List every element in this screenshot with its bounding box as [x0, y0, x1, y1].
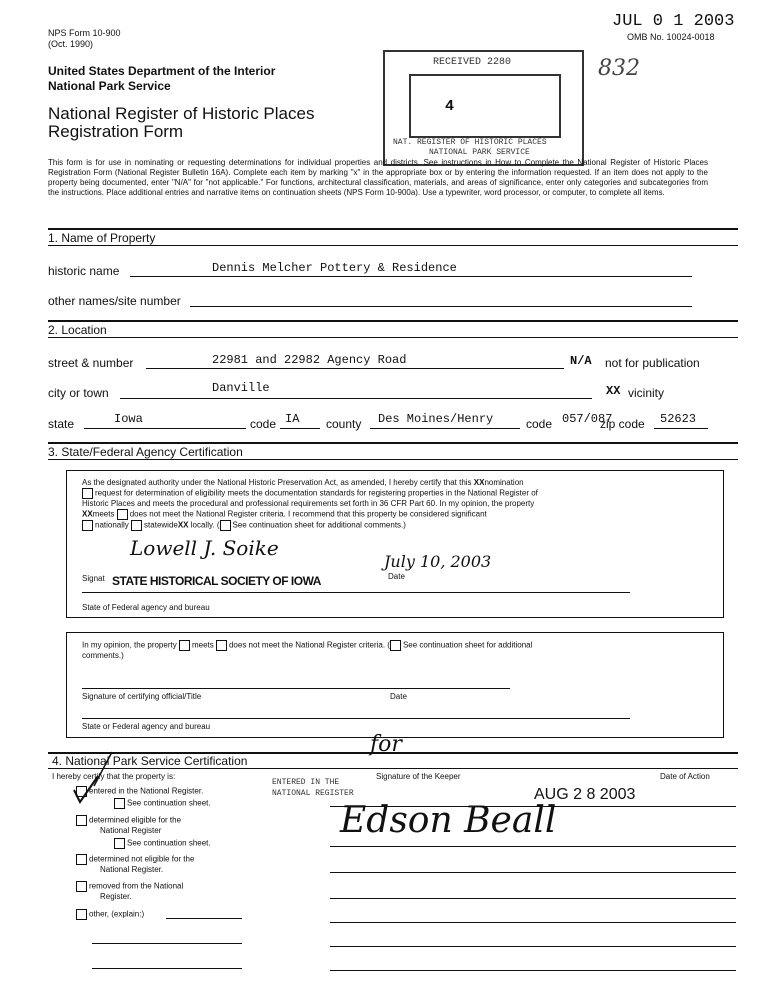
vicinity-label: vicinity — [628, 386, 665, 400]
entered-label: entered in the National Register. — [89, 786, 204, 796]
date-of-action-label: Date of Action — [660, 772, 710, 781]
vicinity-checkbox[interactable]: XX — [606, 384, 621, 398]
section3-heading-rule — [48, 459, 738, 460]
date-label: Date — [388, 572, 405, 581]
nomination-checkbox[interactable]: XX — [473, 478, 485, 487]
other-explain-line-3[interactable] — [92, 968, 242, 969]
street-label: street & number — [48, 356, 134, 370]
opinion-signature-line — [82, 688, 510, 689]
meets-checkbox[interactable]: XX — [82, 509, 93, 519]
opinion-text — [82, 640, 712, 661]
certifying-official-label: Signature of certifying official/Title — [82, 692, 202, 701]
cert-line4b: does not meet the National Register criteria. I recommend that this property be considered significant — [129, 509, 487, 519]
historic-name-line — [130, 276, 692, 277]
state-label: state — [48, 417, 75, 431]
option-other — [76, 909, 144, 920]
keeper-line-6 — [330, 946, 736, 947]
check-mark-icon — [72, 780, 102, 860]
received-date-stamp: JUL 0 1 2003 — [612, 12, 735, 31]
eligible-cont-label: See continuation sheet. — [127, 838, 211, 848]
keeper-signature-label: Signature of the Keeper — [376, 772, 461, 781]
cert-nationally: nationally — [95, 520, 129, 530]
zip-line — [654, 428, 708, 429]
section1-heading: 1. Name of Property — [48, 231, 156, 245]
state-code-line — [280, 428, 320, 429]
opinion-not-meet-checkbox[interactable] — [216, 640, 227, 651]
does-not-meet-checkbox[interactable] — [117, 509, 128, 520]
instructions-text: This form is for use in nominating or requesting determinations for individual properties and districts. See instructions in How to Complete the National Register of Historic Places Registration Form (National Register Bulletin 16A). Complete each item by marking "x" in the appropriate box or by entering the information requested. If an item does not apply to the property being documented, enter "N/A" for "not applicable." For functions, architectural classification, materials, and areas of significance, enter only categories and subcategories from the instructions. Place additional entries and narrative items on continuation sheets (NPS Form 10-900a). Use a typewriter, word processor, or computer, to complete all items. — [48, 158, 708, 197]
opinion-meets-checkbox[interactable] — [179, 640, 190, 651]
section2-heading-rule — [48, 337, 738, 338]
cert-line3: Historic Places and meets the procedural and professional requirements set forth in 36 CFR Part 60. In my opinion, the property — [82, 499, 535, 508]
removed-label-2: Register. — [100, 892, 132, 901]
eligible-label: determined eligible for the — [89, 815, 182, 825]
cont-sheet-checkbox[interactable] — [220, 520, 231, 531]
street-value[interactable]: 22981 and 22982 Agency Road — [212, 353, 407, 367]
eligible-cont-checkbox[interactable] — [114, 838, 125, 849]
opinion-bureau-line — [82, 718, 630, 719]
signature-line — [82, 592, 630, 593]
signature-label: Signat — [82, 574, 105, 583]
city-value[interactable]: Danville — [212, 381, 270, 395]
stamp-org-line1: NAT. REGISTER OF HISTORIC PLACES — [393, 138, 547, 147]
entered-cont-label: See continuation sheet. — [127, 798, 211, 808]
not-eligible-label-2: National Register. — [100, 865, 164, 874]
section2-heading: 2. Location — [48, 323, 107, 337]
certification-date-value: July 10, 2003 — [384, 552, 492, 571]
historic-name-label: historic name — [48, 264, 120, 278]
stamp-inner-box — [409, 74, 561, 138]
other-names-line[interactable] — [190, 306, 692, 307]
opinion-bureau-label: State or Federal agency and bureau — [82, 722, 211, 731]
section2-top-rule — [48, 320, 738, 322]
county-value[interactable]: Des Moines/Henry — [378, 412, 494, 426]
other-names-label: other names/site number — [48, 294, 181, 308]
keeper-line-7 — [330, 970, 736, 971]
other-checkbox[interactable] — [76, 909, 87, 920]
keeper-line-4 — [330, 898, 736, 899]
county-code-value[interactable]: 057/087 — [562, 412, 613, 426]
opinion-cont-checkbox[interactable] — [390, 640, 401, 651]
zip-label: zip code — [600, 417, 645, 431]
eligible-label-2: National Register — [100, 826, 162, 835]
stamp-org-line2: NATIONAL PARK SERVICE — [429, 148, 530, 157]
cert-line2: request for determination of eligibility meets the documentation standards for registering properties in the National Register of — [95, 488, 538, 498]
other-explain-line-2[interactable] — [92, 943, 242, 944]
county-line — [370, 428, 520, 429]
other-label: other, (explain:) — [89, 909, 145, 919]
certification-text — [82, 478, 712, 531]
zip-value[interactable]: 52623 — [660, 412, 697, 426]
option-eligible-cont — [114, 838, 211, 849]
pen-stroke-icon — [90, 750, 120, 790]
county-code-label: code — [526, 417, 553, 431]
option-entered-cont — [114, 798, 211, 809]
cert-meets: meets — [92, 509, 115, 519]
statewide-checkbox[interactable] — [131, 520, 142, 531]
form-title-line2: Registration Form — [48, 122, 184, 141]
state-code-value[interactable]: IA — [285, 412, 300, 426]
keeper-line-3 — [330, 872, 736, 873]
state-line — [84, 428, 246, 429]
state-code-label: code — [250, 417, 277, 431]
option-removed — [76, 881, 183, 892]
removed-checkbox[interactable] — [76, 881, 87, 892]
not-for-publication-value[interactable]: N/A — [570, 354, 592, 368]
opinion-not-meet: does not meet the National Register criteria. ( — [228, 640, 390, 650]
cert-locally: locally. ( — [190, 520, 220, 530]
opinion-meets: meets — [191, 640, 214, 650]
form-title-line1: National Register of Historic Places — [48, 104, 315, 123]
removed-label: removed from the National — [89, 881, 184, 891]
keeper-intro: I hereby certify that the property is: — [52, 772, 176, 781]
historic-name-value[interactable]: Dennis Melcher Pottery & Residence — [212, 261, 457, 275]
section4-heading: 4. National Park Service Certification — [52, 754, 248, 768]
handwritten-for: for — [370, 732, 402, 757]
received-stamp-label: RECEIVED 2280 — [433, 57, 512, 68]
keeper-stamp-line2: NATIONAL REGISTER — [272, 789, 354, 798]
opinion-line1: In my opinion, the property — [82, 640, 177, 650]
not-for-publication-label: not for publication — [605, 356, 700, 370]
opinion-date-label: Date — [390, 692, 407, 701]
date-of-action-value: AUG 2 8 2003 — [534, 786, 636, 803]
keeper-line-5 — [330, 922, 736, 923]
state-historical-society-stamp: STATE HISTORICAL SOCIETY OF IOWA — [112, 574, 321, 588]
form-number: NPS Form 10-900 — [48, 28, 121, 38]
form-date: (Oct. 1990) — [48, 39, 94, 49]
city-label: city or town — [48, 386, 109, 400]
cert-line1b: nomination — [484, 478, 524, 487]
handwritten-number: 832 — [598, 56, 640, 81]
opinion-line2: comments.) — [82, 651, 124, 660]
stamp-day: 4 — [445, 98, 455, 115]
section1-heading-rule — [48, 245, 738, 246]
cert-line1: As the designated authority under the National Historic Preservation Act, as amended, I hereby certify that this — [82, 478, 472, 487]
certifying-signature: Lowell J. Soike — [130, 536, 279, 560]
nationally-checkbox[interactable] — [82, 520, 93, 531]
agency-bureau-label: State of Federal agency and bureau — [82, 603, 210, 612]
department-name: United States Department of the Interior — [48, 64, 276, 78]
not-eligible-label: determined not eligible for the — [89, 854, 195, 864]
entered-cont-checkbox[interactable] — [114, 798, 125, 809]
request-checkbox[interactable] — [82, 488, 93, 499]
omb-number: OMB No. 10024-0018 — [627, 32, 715, 42]
received-stamp — [383, 50, 584, 166]
locally-checkbox[interactable]: XX — [177, 520, 189, 530]
state-value[interactable]: Iowa — [114, 412, 143, 426]
cert-statewide: statewide — [144, 520, 178, 530]
service-name: National Park Service — [48, 79, 171, 93]
cert-cont-sheet: See continuation sheet for additional comments.) — [232, 520, 406, 530]
keeper-line-2 — [330, 846, 736, 847]
city-line — [120, 398, 592, 399]
county-label: county — [326, 417, 362, 431]
section3-top-rule — [48, 442, 738, 444]
street-line — [146, 368, 564, 369]
section1-top-rule — [48, 228, 738, 230]
section3-heading: 3. State/Federal Agency Certification — [48, 445, 243, 459]
keeper-signature: Edson Beall — [340, 800, 557, 841]
section4-heading-rule — [48, 768, 738, 769]
other-explain-line[interactable] — [166, 918, 242, 919]
opinion-cont: See continuation sheet for additional — [402, 640, 533, 650]
keeper-stamp-line1: ENTERED IN THE — [272, 778, 340, 787]
